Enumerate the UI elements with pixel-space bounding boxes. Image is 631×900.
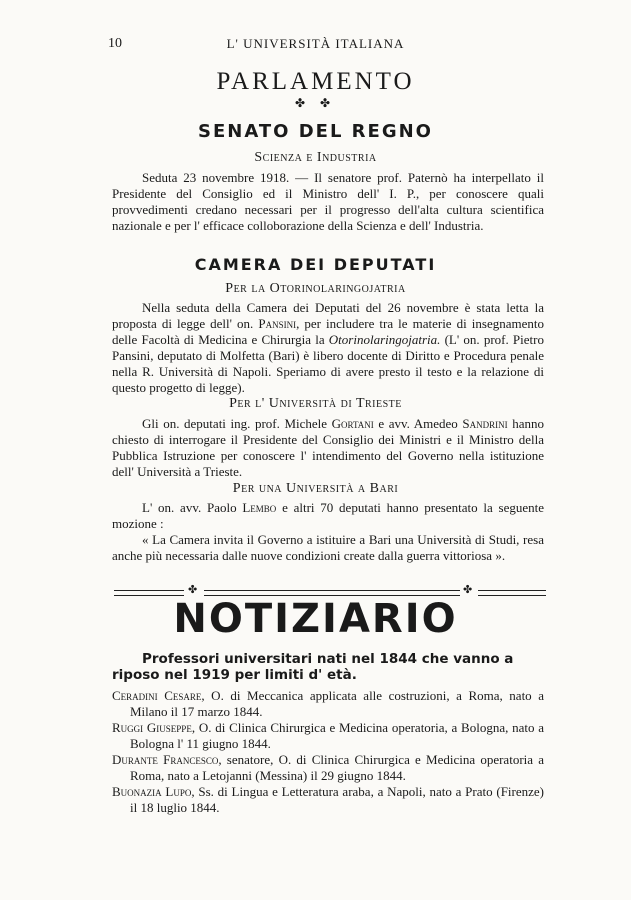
bari-motion-quote: « La Camera invita il Governo a istituire a Bari una Università di Studi, resa anche più necessaria dalle nuove condizioni create dalla guerra vittoriosa ». — [112, 532, 544, 563]
bari-paragraph: L' on. avv. Paolo Lembo e altri 70 deputati hanno presentato la seguente mozione : — [112, 500, 544, 531]
notiziario-title: NOTIZIARIO — [173, 596, 458, 642]
senato-heading: SENATO DEL REGNO — [198, 121, 433, 142]
divider-ornament-icon: ✤ — [188, 584, 198, 596]
notiziario-heading: Professori universitari nati nel 1844 che vanno a riposo nel 1919 per limiti d' età. — [112, 651, 514, 683]
list-item: Buonazia Lupo, Ss. di Lingua e Letteratura araba, a Napoli, nato a Prato (Firenze) il 18 luglio 1844. — [112, 784, 545, 815]
page-number: 10 — [108, 36, 122, 51]
list-item: Ruggi Giuseppe, O. di Clinica Chirurgica e Medicina operatoria, a Bologna, nato a Bologna l' 11 giugno 1844. — [112, 720, 544, 751]
list-item: Durante Francesco, senatore, O. di Clinica Chirurgica e Medicina operatoria a Roma, nato a Letojanni (Messina) il 29 giugno 1844. — [112, 752, 545, 783]
list-item: Ceradini Cesare, O. di Meccanica applicata alle costruzioni, a Roma, nato a Milano il 17 marzo 1844. — [112, 688, 544, 719]
trieste-subtitle: Per l' Università di Trieste — [229, 396, 402, 411]
otorino-subtitle: Per la Otorinolaringojatria — [225, 281, 406, 296]
senato-subtitle: Scienza e Industria — [254, 150, 377, 165]
camera-heading: CAMERA DEI DEPUTATI — [194, 255, 437, 274]
running-title: L' UNIVERSITÀ ITALIANA — [226, 36, 405, 51]
name-pansini: Pansini — [258, 316, 297, 331]
senato-paragraph: Seduta 23 novembre 1918. — Il senatore prof. Paternò ha interpellato il Presidente del Consiglio ed il Ministro dell' I. P., per conoscere quali provvedimenti credano necessari per il progresso dell'alta cultura scientifica nazionale e per l' efficace colloborazione della Scienza e dell' Industria. — [112, 170, 544, 233]
trieste-paragraph: Gli on. deputati ing. prof. Michele Gortani e avv. Amedeo Sandrini hanno chiesto di interrogare il Presidente del Consiglio dei Ministri e il Ministro della Pubblica Istruzione per conoscere l' intendimento del Governo nella istituzione dell' Università a Trieste. — [112, 416, 544, 479]
otorino-paragraph: Nella seduta della Camera dei Deputati del 26 novembre è stata letta la proposta di legge dell' on. Pansini, per includere tra le materie di insegnamento delle Facoltà di Medicina e Chirurgia la Otorinolaringojatria. (L' on. prof. Pietro Pansini, deputato di Molfetta (Bari) è libero docente di Diritto e Procedura penale nella R. Università di Napoli. Speriamo di avere presto il testo e la relazione di questo progetto di legge). — [112, 300, 544, 395]
divider-ornament-icon: ✤ — [463, 584, 473, 596]
professor-list — [112, 688, 544, 816]
bari-subtitle: Per una Università a Bari — [232, 481, 399, 496]
ornament-icon: ✤ ✤ — [294, 96, 337, 110]
section-title-parlamento: PARLAMENTO — [216, 68, 415, 95]
